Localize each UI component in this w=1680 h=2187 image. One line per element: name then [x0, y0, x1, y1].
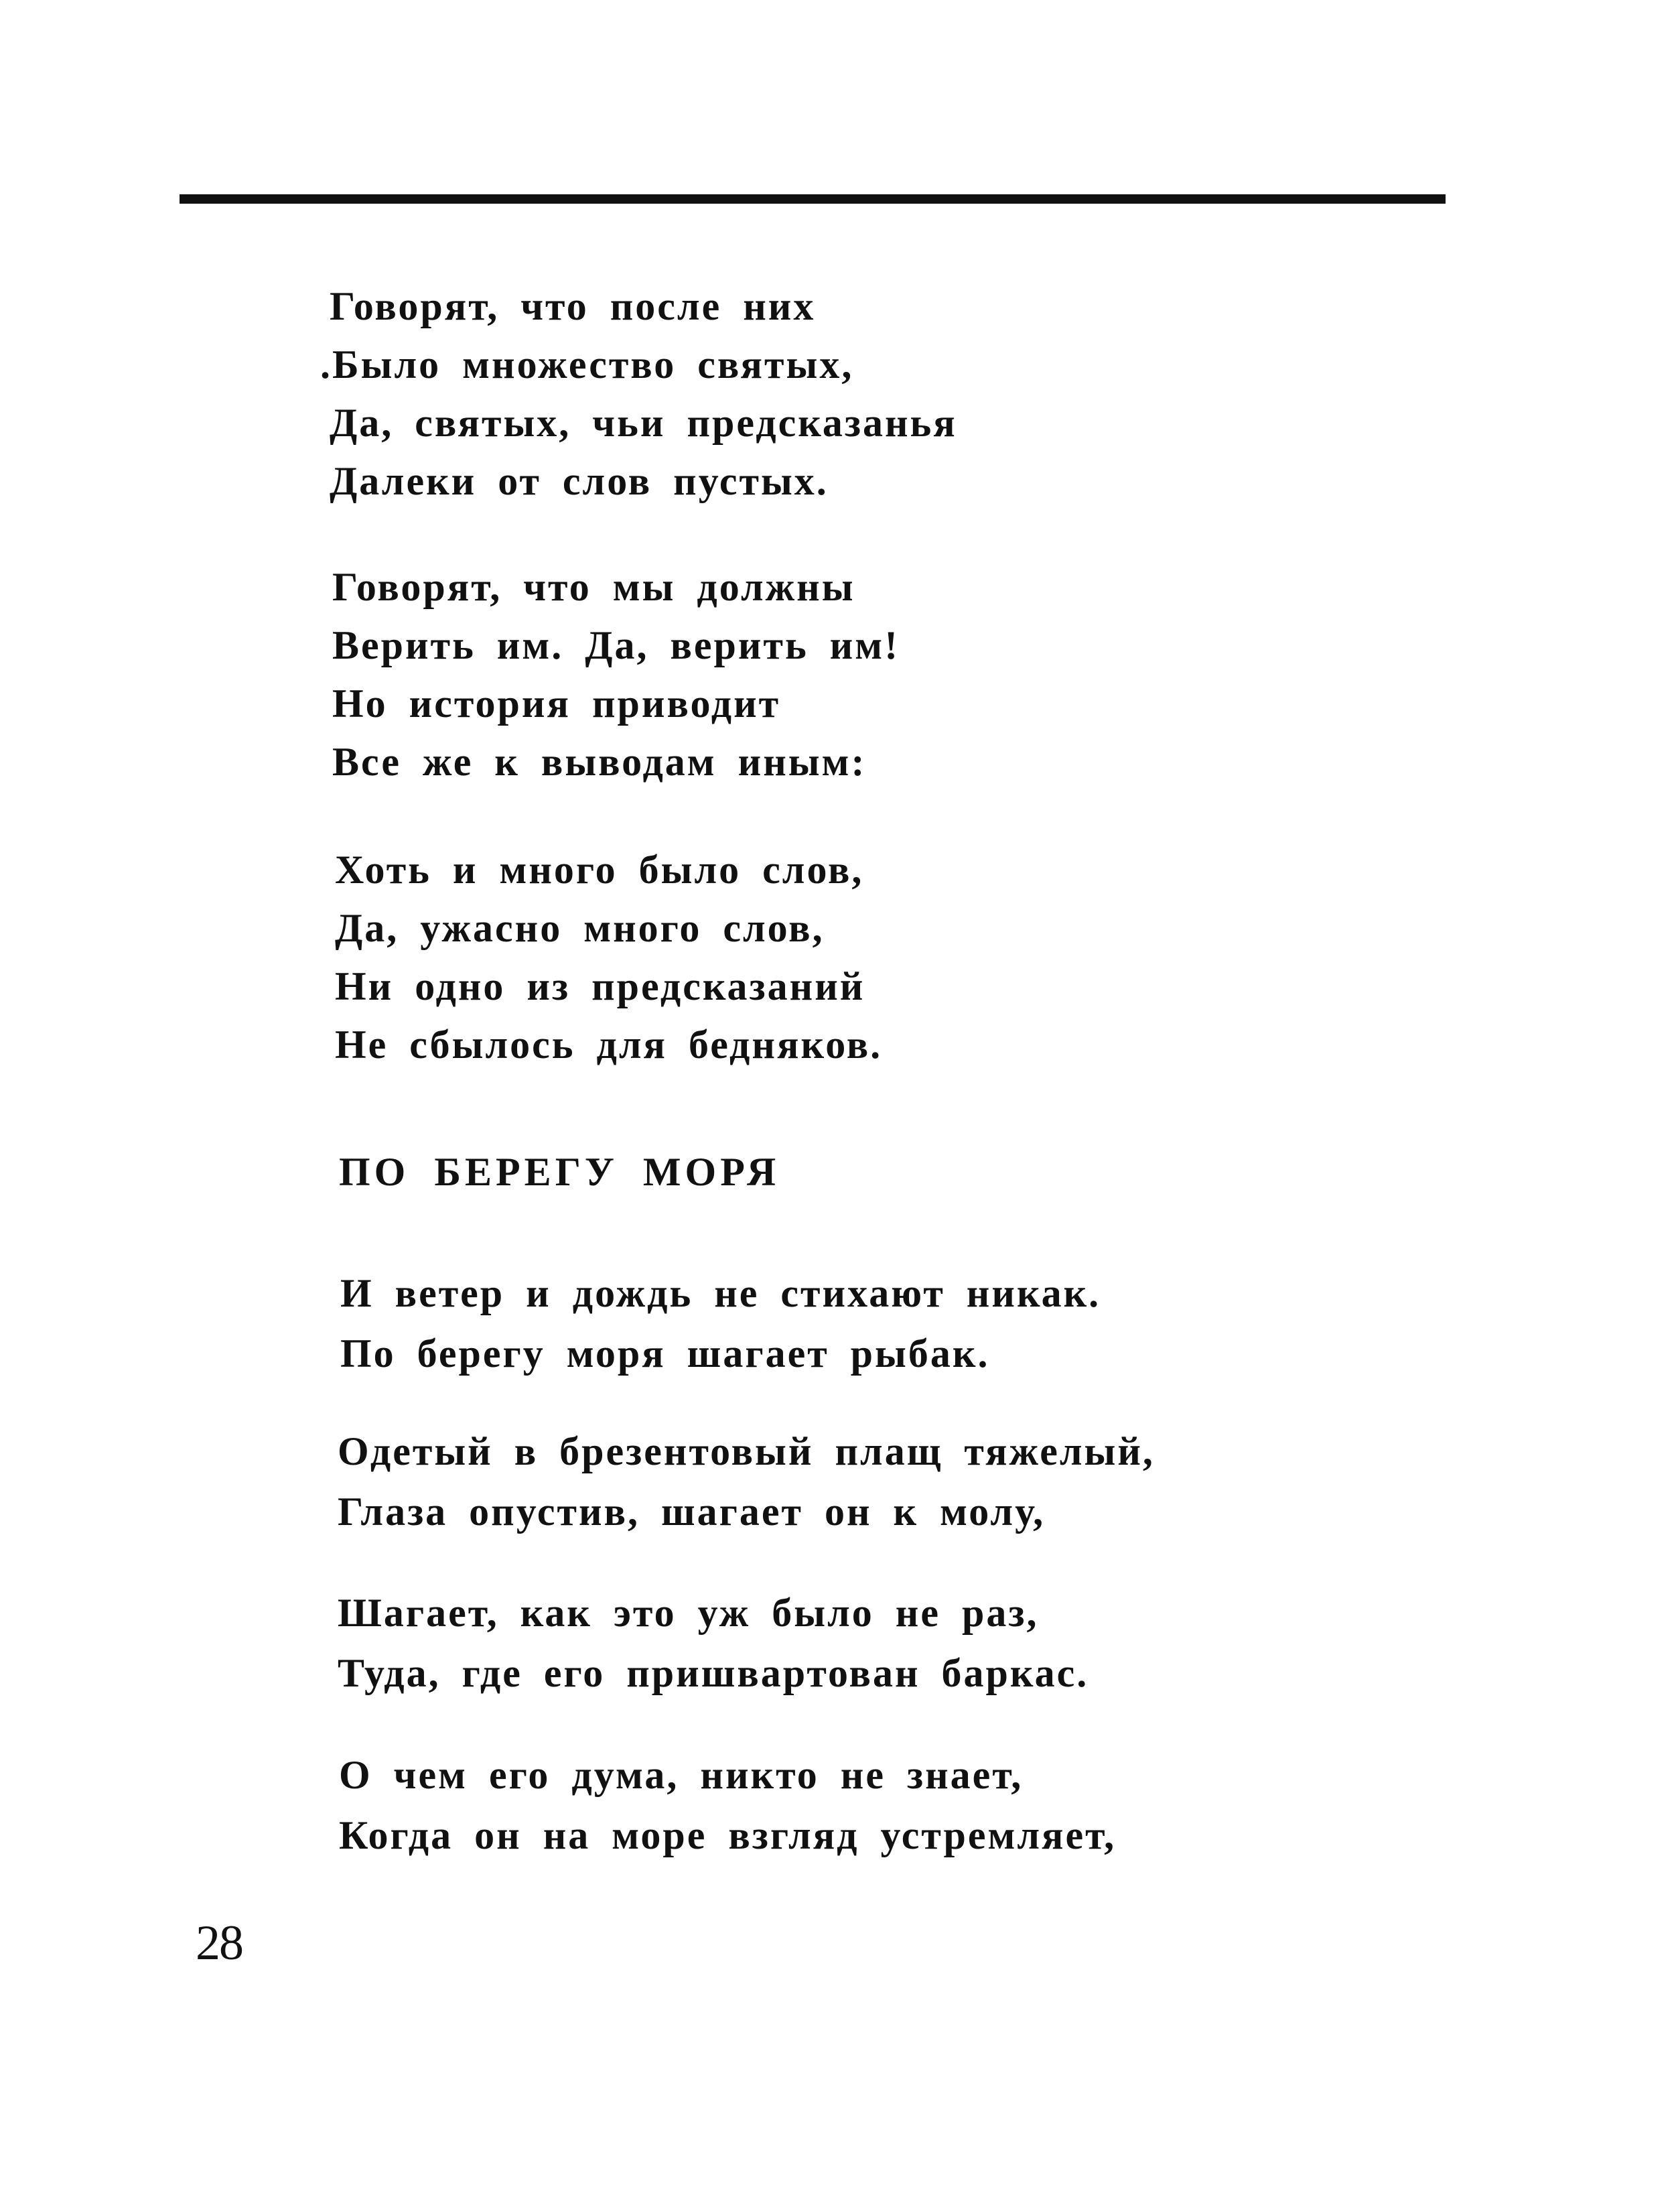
verse-line: Все же к выводам иным:: [332, 740, 867, 784]
stanza-7: [339, 1745, 1116, 1865]
verse-line: Ни одно из предсказаний: [335, 964, 865, 1008]
verse-line: Одетый в брезентовый плащ тяжелый,: [338, 1429, 1155, 1473]
stanza-1: [320, 277, 957, 511]
stanza-5: [338, 1421, 1155, 1542]
verse-line: Когда он на море взгляд устремляет,: [339, 1813, 1117, 1857]
top-rule: [180, 194, 1446, 204]
poem-title: ПО БЕРЕГУ МОРЯ: [339, 1150, 780, 1194]
verse-line: По берегу моря шагает рыбак.: [340, 1331, 990, 1376]
stanza-6: [338, 1583, 1089, 1703]
verse-line: Да, святых, чьи предсказанья: [330, 401, 957, 445]
verse-line: Верить им. Да, верить им!: [332, 623, 900, 667]
verse-line: .Было множество святых,: [320, 342, 854, 387]
verse-line: Да, ужасно много слов,: [335, 906, 825, 950]
verse-line: Но история приводит: [332, 681, 781, 726]
verse-line: Говорят, что после них: [330, 284, 816, 328]
verse-line: Шагает, как это уж было не раз,: [338, 1591, 1039, 1635]
verse-line: О чем его дума, никто не знает,: [339, 1753, 1024, 1797]
verse-line: Далеки от слов пустых.: [330, 459, 829, 503]
page-number: 28: [196, 1916, 242, 1971]
verse-line: Не сбылось для бедняков.: [335, 1022, 883, 1067]
stanza-4: [340, 1263, 1101, 1384]
stanza-3: [335, 841, 882, 1074]
verse-line: Говорят, что мы должны: [332, 565, 855, 609]
verse-line: И ветер и дождь не стихают никак.: [340, 1271, 1101, 1315]
verse-line: Хоть и много было слов,: [335, 848, 864, 892]
stanza-2: [332, 558, 900, 791]
verse-line: Глаза опустив, шагает он к молу,: [338, 1489, 1046, 1534]
verse-line: Туда, где его пришвартован баркас.: [338, 1651, 1089, 1695]
